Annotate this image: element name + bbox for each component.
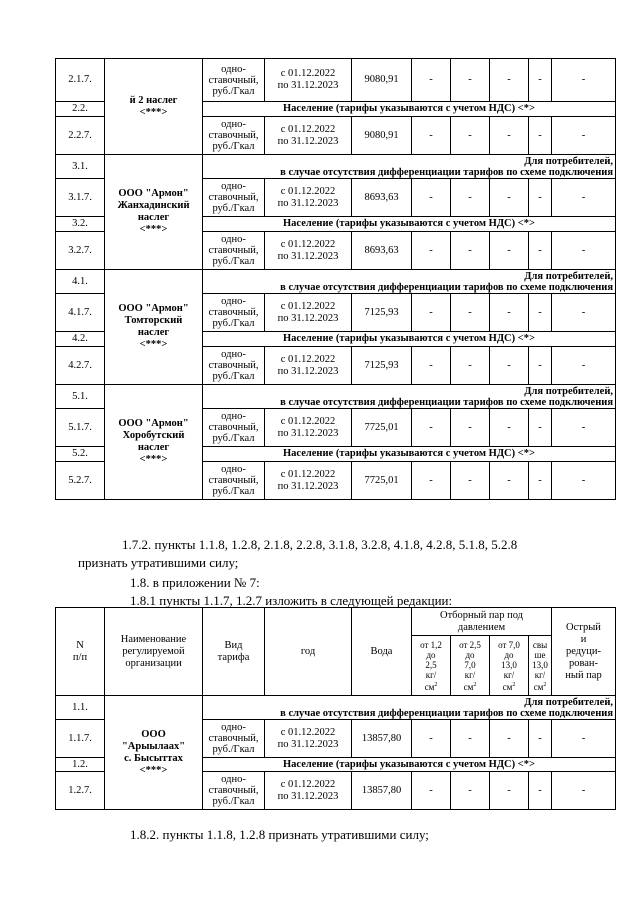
empty-value-cell: - (529, 59, 552, 102)
tariff-unit: одно- ставочный, руб./Гкал (203, 409, 265, 447)
row-number: 2.2.7. (56, 117, 105, 155)
empty-value-cell: - (451, 179, 490, 217)
paragraph-1-7-2: 1.7.2. пункты 1.1.8, 1.2.8, 2.1.8, 2.2.8, 3.1.8, 3.2.8, 4.1.8, 4.2.8, 5.1.8, 5.2.8 (122, 537, 518, 552)
empty-value-cell: - (490, 462, 529, 500)
table-row (56, 696, 616, 720)
row-number: 3.2.7. (56, 232, 105, 270)
header-sharp-steam: Острый и редуци- рован- ный пар (552, 608, 616, 696)
org-name: ООО "Армон" Томторский наслег <***> (105, 270, 203, 385)
row-number: 5.1.7. (56, 409, 105, 447)
header-org-name: Наименование регулируемой организации (105, 608, 203, 696)
empty-value-cell: - (552, 179, 616, 217)
empty-value-cell: - (412, 294, 451, 332)
empty-value-cell: - (529, 772, 552, 810)
empty-value-cell: - (552, 232, 616, 270)
tariff-unit: одно- ставочный, руб./Гкал (203, 117, 265, 155)
empty-value-cell: - (552, 720, 616, 758)
tariff-period: с 01.12.2022 по 31.12.2023 (265, 232, 352, 270)
row-number: 5.2. (56, 447, 105, 462)
table-row (56, 270, 616, 294)
empty-value-cell: - (529, 117, 552, 155)
empty-value-cell: - (552, 409, 616, 447)
header-pressure-2: от 2,5 до 7,0 кг/ $см^2$ (451, 636, 490, 696)
org-name: й 2 наслег <***> (105, 59, 203, 155)
section-header: Население (тарифы указываются с учетом НДС) <*> (203, 447, 616, 462)
org-name: ООО "Армон" Хоробутский наслег <***> (105, 385, 203, 500)
empty-value-cell: - (490, 409, 529, 447)
tariff-value: 8693,63 (352, 179, 412, 217)
empty-value-cell: - (451, 347, 490, 385)
empty-value-cell: - (529, 294, 552, 332)
row-number: 3.1. (56, 155, 105, 179)
paragraph-1-7-2-cont: признать утратившими силу; (78, 555, 239, 570)
header-pressure-4: свы ше 13,0 кг/ $см^2$ (529, 636, 552, 696)
tariff-unit: одно- ставочный, руб./Гкал (203, 179, 265, 217)
org-name: ООО "Армон" Жанхадинский наслег <***> (105, 155, 203, 270)
row-number: 4.2. (56, 332, 105, 347)
row-number: 1.1. (56, 696, 105, 720)
empty-value-cell: - (552, 117, 616, 155)
tariff-value: 13857,80 (352, 772, 412, 810)
empty-value-cell: - (451, 409, 490, 447)
tariff-period: с 01.12.2022 по 31.12.2023 (265, 772, 352, 810)
section-header: Для потребителей, в случае отсутствия дифференциации тарифов по схеме подключения (203, 385, 616, 409)
tariff-period: с 01.12.2022 по 31.12.2023 (265, 117, 352, 155)
empty-value-cell: - (412, 720, 451, 758)
empty-value-cell: - (529, 720, 552, 758)
header-water: Вода (352, 608, 412, 696)
header-tariff-type: Вид тарифа (203, 608, 265, 696)
section-header: Население (тарифы указываются с учетом НДС) <*> (203, 332, 616, 347)
section-header: Для потребителей, в случае отсутствия дифференциации тарифов по схеме подключения (203, 270, 616, 294)
paragraph-1-8-1: 1.8.1 пункты 1.1.7, 1.2.7 изложить в следующей редакции: (130, 593, 453, 608)
section-header: Население (тарифы указываются с учетом НДС) <*> (203, 758, 616, 772)
tariff-period: с 01.12.2022 по 31.12.2023 (265, 59, 352, 102)
tariff-period: с 01.12.2022 по 31.12.2023 (265, 409, 352, 447)
empty-value-cell: - (552, 347, 616, 385)
empty-value-cell: - (451, 462, 490, 500)
section-header: Население (тарифы указываются с учетом НДС) <*> (203, 102, 616, 117)
tariff-unit: одно- ставочный, руб./Гкал (203, 462, 265, 500)
row-number: 1.2. (56, 758, 105, 772)
tariff-unit: одно- ставочный, руб./Гкал (203, 59, 265, 102)
empty-value-cell: - (451, 294, 490, 332)
empty-value-cell: - (529, 347, 552, 385)
tariff-unit: одно- ставочный, руб./Гкал (203, 294, 265, 332)
empty-value-cell: - (412, 179, 451, 217)
org-name: ООО "Арыылаах" с. Бысыттах <***> (105, 696, 203, 810)
header-n: N п/п (56, 608, 105, 696)
section-header: Для потребителей, в случае отсутствия дифференциации тарифов по схеме подключения (203, 696, 616, 720)
row-number: 4.2.7. (56, 347, 105, 385)
tariff-period: с 01.12.2022 по 31.12.2023 (265, 347, 352, 385)
empty-value-cell: - (412, 232, 451, 270)
tariff-value: 9080,91 (352, 59, 412, 102)
tariff-table-2 (55, 607, 616, 810)
tariff-value: 7725,01 (352, 462, 412, 500)
tariff-unit: одно- ставочный, руб./Гкал (203, 720, 265, 758)
empty-value-cell: - (552, 294, 616, 332)
empty-value-cell: - (529, 232, 552, 270)
empty-value-cell: - (490, 179, 529, 217)
empty-value-cell: - (490, 772, 529, 810)
empty-value-cell: - (451, 232, 490, 270)
header-pressure-1: от 1,2 до 2,5 кг/ $см^2$ (412, 636, 451, 696)
section-header: Для потребителей, в случае отсутствия дифференциации тарифов по схеме подключения (203, 155, 616, 179)
empty-value-cell: - (412, 347, 451, 385)
tariff-unit: одно- ставочный, руб./Гкал (203, 772, 265, 810)
row-number: 5.2.7. (56, 462, 105, 500)
row-number: 2.1.7. (56, 59, 105, 102)
tariff-unit: одно- ставочный, руб./Гкал (203, 347, 265, 385)
header-pressure-3: от 7,0 до 13,0 кг/ $см^2$ (490, 636, 529, 696)
section-header: Население (тарифы указываются с учетом НДС) <*> (203, 217, 616, 232)
tariff-value: 7125,93 (352, 294, 412, 332)
row-number: 5.1. (56, 385, 105, 409)
empty-value-cell: - (451, 772, 490, 810)
row-number: 4.1. (56, 270, 105, 294)
tariff-period: с 01.12.2022 по 31.12.2023 (265, 462, 352, 500)
empty-value-cell: - (412, 59, 451, 102)
row-number: 2.2. (56, 102, 105, 117)
table-row (56, 385, 616, 409)
empty-value-cell: - (451, 117, 490, 155)
table-row (56, 59, 616, 102)
tariff-table-1 (55, 58, 616, 500)
empty-value-cell: - (412, 117, 451, 155)
header-steam: Отборный пар под давлением (412, 608, 552, 636)
tariff-value: 7725,01 (352, 409, 412, 447)
empty-value-cell: - (529, 409, 552, 447)
row-number: 3.1.7. (56, 179, 105, 217)
tariff-value: 13857,80 (352, 720, 412, 758)
empty-value-cell: - (490, 232, 529, 270)
empty-value-cell: - (412, 409, 451, 447)
empty-value-cell: - (552, 462, 616, 500)
tariff-value: 9080,91 (352, 117, 412, 155)
tariff-unit: одно- ставочный, руб./Гкал (203, 232, 265, 270)
empty-value-cell: - (412, 772, 451, 810)
empty-value-cell: - (552, 772, 616, 810)
empty-value-cell: - (412, 462, 451, 500)
empty-value-cell: - (490, 347, 529, 385)
empty-value-cell: - (529, 179, 552, 217)
header-year: год (265, 608, 352, 696)
paragraph-1-8-2: 1.8.2. пункты 1.1.8, 1.2.8 признать утратившими силу; (130, 827, 429, 842)
row-number: 4.1.7. (56, 294, 105, 332)
empty-value-cell: - (490, 59, 529, 102)
table-row (56, 155, 616, 179)
empty-value-cell: - (490, 117, 529, 155)
empty-value-cell: - (552, 59, 616, 102)
tariff-value: 8693,63 (352, 232, 412, 270)
row-number: 1.2.7. (56, 772, 105, 810)
tariff-period: с 01.12.2022 по 31.12.2023 (265, 294, 352, 332)
paragraph-1-8: 1.8. в приложении № 7: (130, 575, 260, 590)
tariff-period: с 01.12.2022 по 31.12.2023 (265, 720, 352, 758)
row-number: 1.1.7. (56, 720, 105, 758)
empty-value-cell: - (451, 59, 490, 102)
empty-value-cell: - (451, 720, 490, 758)
tariff-value: 7125,93 (352, 347, 412, 385)
empty-value-cell: - (490, 720, 529, 758)
tariff-period: с 01.12.2022 по 31.12.2023 (265, 179, 352, 217)
empty-value-cell: - (529, 462, 552, 500)
row-number: 3.2. (56, 217, 105, 232)
empty-value-cell: - (490, 294, 529, 332)
